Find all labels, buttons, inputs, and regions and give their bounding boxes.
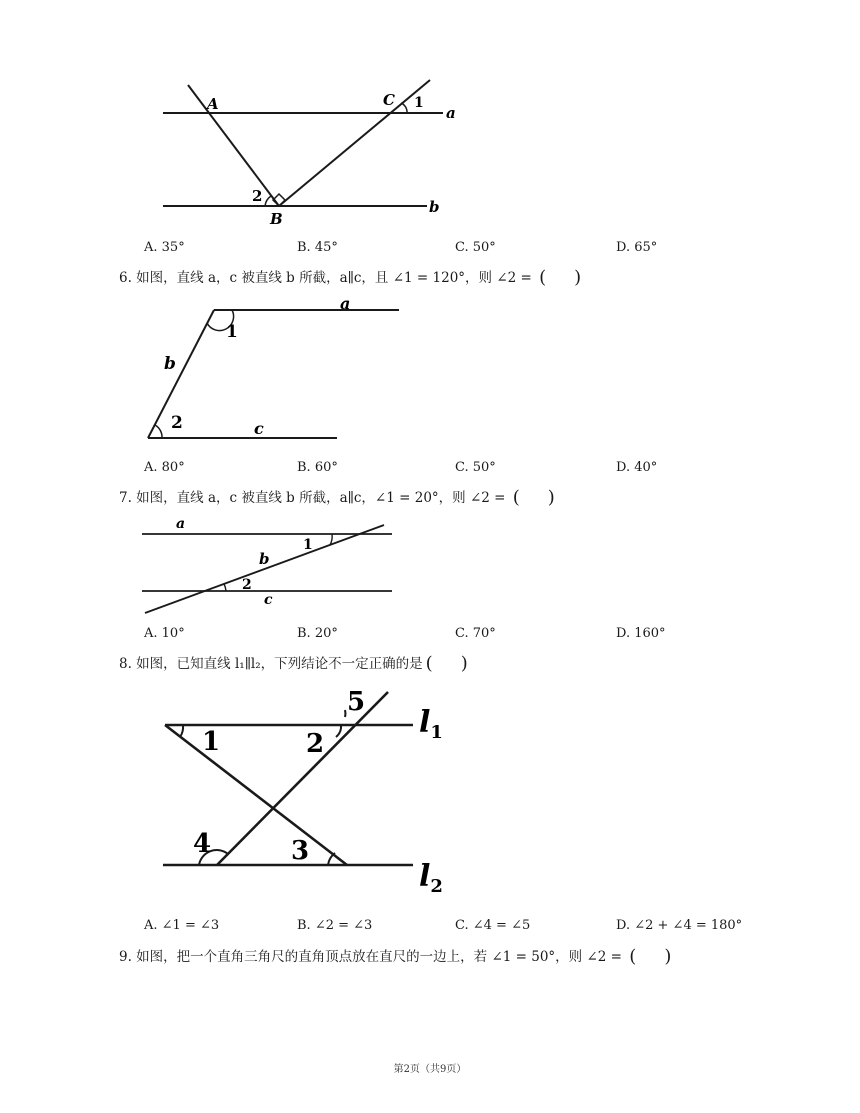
q5-label-b: b xyxy=(429,198,440,216)
q8-label-4: 4 xyxy=(193,829,212,859)
q8-angle-3-arc xyxy=(328,853,335,865)
q5-option-b[interactable]: B. 45° xyxy=(297,240,338,255)
q5-label-a: a xyxy=(446,104,456,122)
q9-answer-blank[interactable]: ( ) xyxy=(629,946,672,967)
q6-text: 6. 如图，直线 a，c 被直线 b 所截，a∥c，且 ∠1 = 120°，则 ∠2 = xyxy=(119,270,537,286)
q5-label-C: C xyxy=(383,91,395,109)
q6-label-c: c xyxy=(254,419,264,438)
q6-answer-blank[interactable]: ( ) xyxy=(539,267,582,288)
q8-label-5: 5 xyxy=(347,687,366,717)
q8-option-b[interactable]: B. ∠2 = ∠3 xyxy=(297,918,373,933)
q5-options xyxy=(0,240,860,260)
q7-options xyxy=(0,626,860,646)
q7-label-b: b xyxy=(259,550,270,568)
q5-label-B: B xyxy=(270,210,283,228)
q7-label-2: 2 xyxy=(242,577,252,593)
q6-option-d[interactable]: D. 40° xyxy=(616,460,658,475)
q8-label-3: 3 xyxy=(291,836,310,866)
q5-option-c[interactable]: C. 50° xyxy=(455,240,496,255)
q8-answer-blank[interactable]: ( ) xyxy=(425,653,468,674)
page-footer: 第2页（共9页） xyxy=(393,1064,467,1075)
q6-question xyxy=(119,266,581,288)
q8-option-d[interactable]: D. ∠2 + ∠4 = 180° xyxy=(616,918,743,933)
q9-question xyxy=(119,945,671,967)
q7-option-d[interactable]: D. 160° xyxy=(616,626,666,641)
q8-label-2: 2 xyxy=(306,729,325,759)
q5-label-A: A xyxy=(207,95,219,113)
q8-angle-2-arc xyxy=(336,725,341,737)
q6-figure xyxy=(140,292,410,447)
q8-figure xyxy=(155,680,455,900)
q7-text: 7. 如图，直线 a，c 被直线 b 所截，a∥c，∠1 = 20°，则 ∠2 = xyxy=(119,490,510,506)
q8-options xyxy=(0,918,860,938)
q6-angle-2-arc xyxy=(155,425,162,438)
q8-label-1: 1 xyxy=(202,727,221,757)
q6-option-b[interactable]: B. 60° xyxy=(297,460,338,475)
q5-figure xyxy=(155,75,465,230)
q7-option-a[interactable]: A. 10° xyxy=(144,626,185,641)
q5-option-a[interactable]: A. 35° xyxy=(144,240,185,255)
q7-angle-2-arc xyxy=(224,584,226,591)
q7-option-b[interactable]: B. 20° xyxy=(297,626,338,641)
q7-label-c: c xyxy=(264,592,273,608)
q5-angle-2-arc xyxy=(265,196,271,206)
q6-options xyxy=(0,460,860,480)
q7-label-a: a xyxy=(176,516,186,532)
q8-option-a[interactable]: A. ∠1 = ∠3 xyxy=(144,918,220,933)
q5-line-ab xyxy=(188,85,279,206)
q5-label-2: 2 xyxy=(252,187,263,205)
q7-question xyxy=(119,486,555,508)
q8-angle-1-arc xyxy=(180,725,183,737)
q8-label-l2: $l_2$ xyxy=(419,859,443,897)
q5-line-bc xyxy=(279,80,430,206)
q9-text: 9. 如图，把一个直角三角尺的直角顶点放在直尺的一边上，若 ∠1 = 50°，则 ∠2 = xyxy=(119,949,627,965)
q8-label-l1: $l_1$ xyxy=(419,705,443,743)
q6-label-2: 2 xyxy=(171,413,183,433)
q5-label-1: 1 xyxy=(414,95,424,111)
q6-option-c[interactable]: C. 50° xyxy=(455,460,496,475)
q6-label-1: 1 xyxy=(226,322,238,342)
q8-text: 8. 如图，已知直线 l₁∥l₂，下列结论不一定正确的是 xyxy=(119,656,423,672)
q7-figure xyxy=(138,512,398,617)
q6-label-b: b xyxy=(164,354,176,374)
q7-label-1: 1 xyxy=(303,537,313,553)
q8-question xyxy=(119,652,468,674)
q8-option-c[interactable]: C. ∠4 = ∠5 xyxy=(455,918,531,933)
q7-option-c[interactable]: C. 70° xyxy=(455,626,496,641)
q7-answer-blank[interactable]: ( ) xyxy=(512,487,555,508)
q6-option-a[interactable]: A. 80° xyxy=(144,460,185,475)
q6-label-a: a xyxy=(340,294,351,313)
q5-option-d[interactable]: D. 65° xyxy=(616,240,658,255)
